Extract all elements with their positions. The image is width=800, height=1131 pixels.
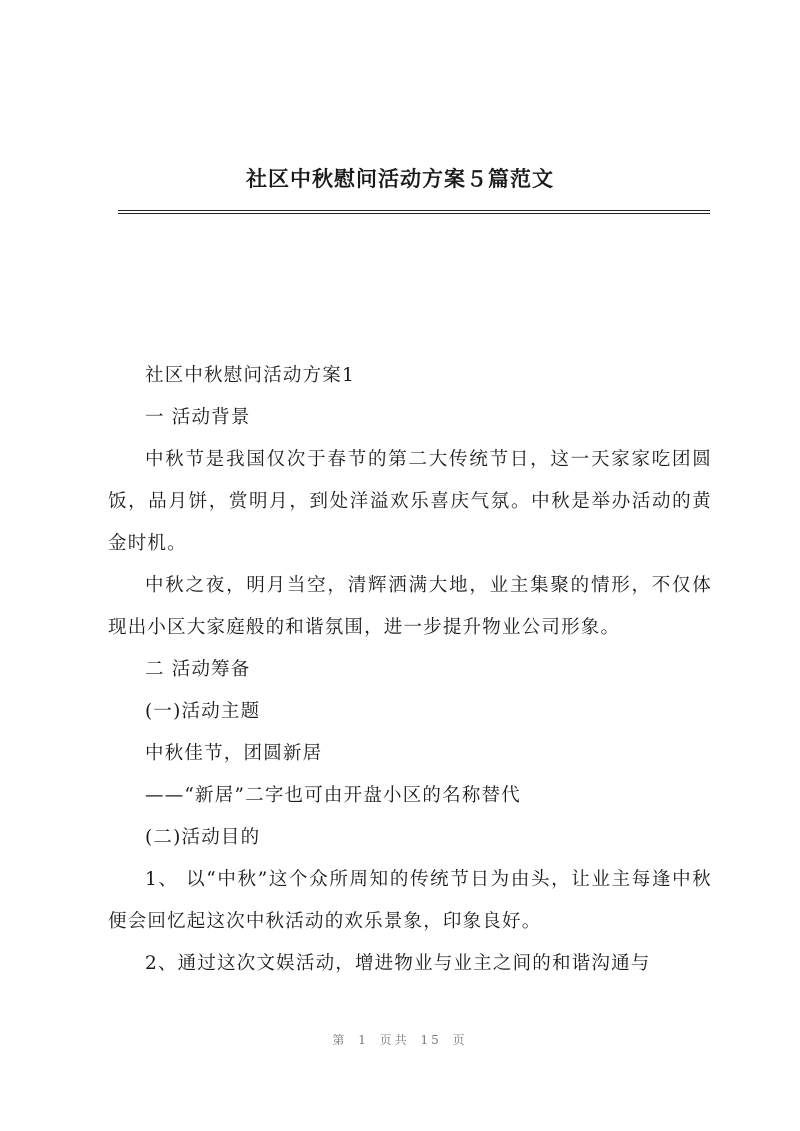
footer-prefix: 第 bbox=[332, 1033, 348, 1047]
subsection-heading: (一)活动主题 bbox=[145, 701, 261, 722]
paragraph: 中秋节是我国仅次于春节的第二大传统节日，这一天家家吃团圆饭，品月饼，赏明月，到处洋溢欢乐喜庆气氛。中秋是举办活动的黄金时机。 bbox=[108, 449, 712, 554]
paragraph: 中秋佳节，团圆新居 bbox=[145, 743, 323, 764]
paragraph: 2、通过这次文娱活动，增进物业与业主之间的和谐沟通与 bbox=[145, 953, 651, 974]
paragraph: 中秋之夜，明月当空，清辉洒满大地，业主集聚的情形，不仅体现出小区大家庭般的和谐氛围，进一步提升物业公司形象。 bbox=[108, 575, 712, 638]
footer-suffix: 页 bbox=[452, 1033, 468, 1047]
footer-middle: 页共 bbox=[379, 1033, 410, 1047]
section-heading: 一 活动背景 bbox=[145, 407, 251, 428]
title-underline bbox=[118, 210, 710, 214]
footer-page-number: 1 bbox=[358, 1033, 369, 1047]
section-heading: 二 活动筹备 bbox=[145, 659, 251, 680]
document-title: 社区中秋慰问活动方案５篇范文 bbox=[246, 166, 554, 191]
footer-total-pages: 15 bbox=[420, 1033, 442, 1047]
paragraph: ——“新居”二字也可由开盘小区的名称替代 bbox=[145, 785, 521, 806]
section-heading: 社区中秋慰问活动方案1 bbox=[145, 365, 355, 386]
page-footer bbox=[0, 1031, 800, 1048]
subsection-heading: (二)活动目的 bbox=[145, 827, 261, 848]
document-body bbox=[108, 355, 712, 985]
paragraph: 1、 以“中秋”这个众所周知的传统节日为由头，让业主每逢中秋便会回忆起这次中秋活动的欢乐景象，印象良好。 bbox=[108, 869, 712, 932]
